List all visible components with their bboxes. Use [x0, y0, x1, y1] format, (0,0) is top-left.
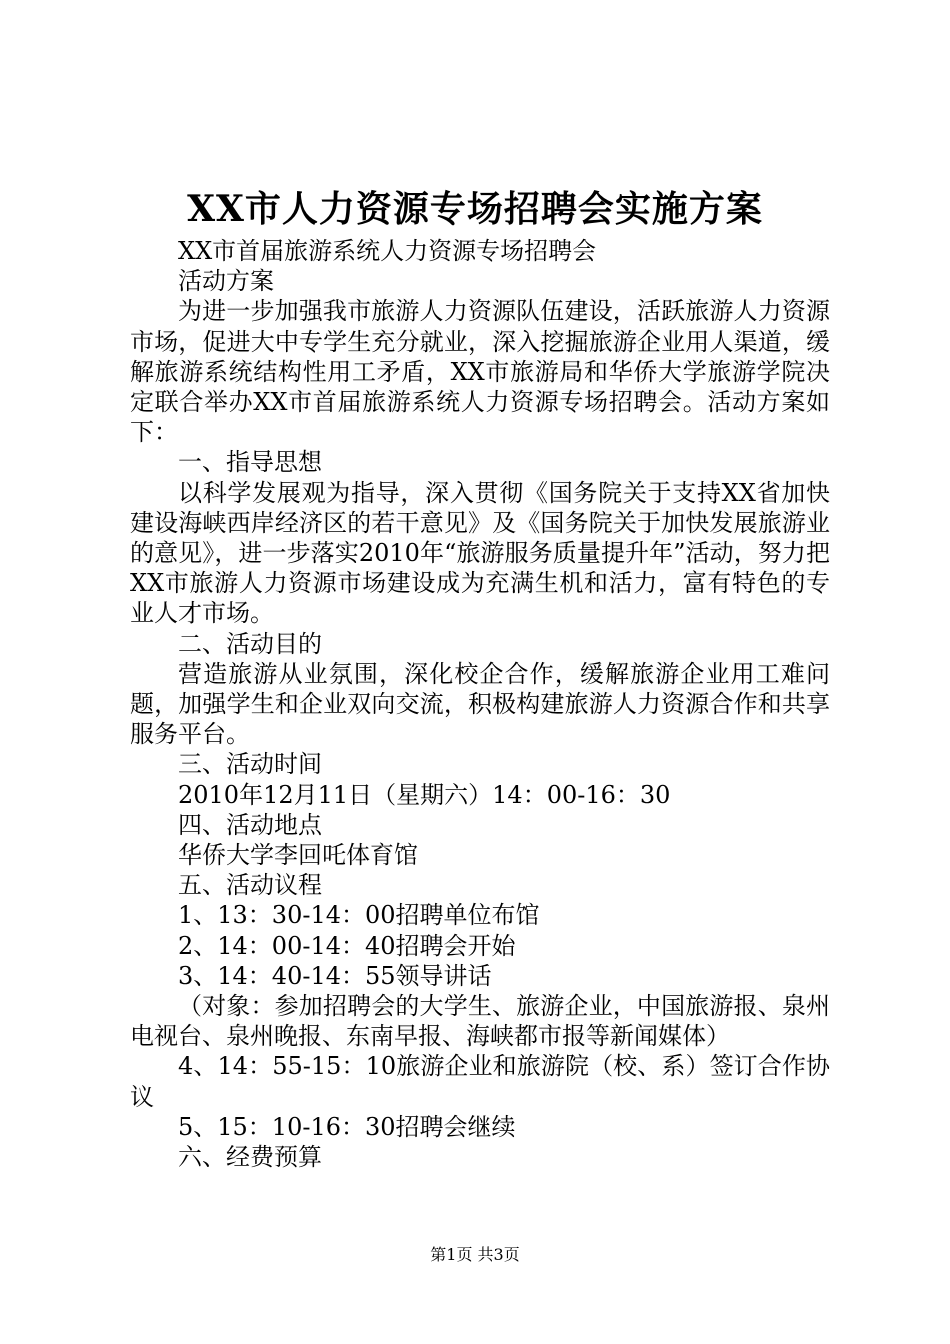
document-title: XX市人力资源专场招聘会实施方案	[187, 188, 763, 230]
section-heading-activity-agenda: 五、活动议程	[178, 871, 322, 900]
section-heading-budget: 六、经费预算	[178, 1143, 322, 1172]
paragraph-intro: 为进一步加强我市旅游人力资源队伍建设，活跃旅游人力资源市场，促进大中专学生充分就业，深入挖掘旅游企业用人渠道，缓解旅游系统结构性用工矛盾，XX市旅游局和华侨大学旅游学院决定联合举办XX市首届旅游系统人力资源专场招聘会。活动方案如下：	[130, 297, 830, 447]
section-heading-activity-time: 三、活动时间	[178, 750, 322, 779]
page-footer: 第1页 共3页	[430, 1245, 520, 1264]
agenda-item: 2、14：00-14：40招聘会开始	[178, 931, 516, 960]
agenda-item: 1、13：30-14：00招聘单位布馆	[178, 901, 540, 930]
section-heading-activity-purpose: 二、活动目的	[178, 629, 322, 658]
agenda-item: 3、14：40-14：55领导讲话	[178, 961, 492, 990]
section-heading-guiding-ideology: 一、指导思想	[178, 448, 322, 477]
agenda-item: 4、14：55-15：10旅游企业和旅游院（校、系）签订合作协议	[130, 1052, 830, 1111]
paragraph-activity-time: 2010年12月11日（星期六）14：00-16：30	[178, 780, 671, 809]
paragraph-activity-purpose: 营造旅游从业氛围，深化校企合作，缓解旅游企业用工难问题，加强学生和企业双向交流，积极构建旅游人力资源合作和共享服务平台。	[130, 659, 830, 749]
section-heading-activity-location: 四、活动地点	[178, 810, 322, 839]
agenda-item: 5、15：10-16：30招聘会继续	[178, 1112, 516, 1141]
paragraph-activity-location: 华侨大学李回吒体育馆	[178, 841, 418, 870]
paragraph-guiding-ideology: 以科学发展观为指导，深入贯彻《国务院关于支持XX省加快建设海峡西岸经济区的若干意见》及《国务院关于加快发展旅游业的意见》，进一步落实2010年“旅游服务质量提升年”活动，努力把XX市旅游人力资源市场建设成为充满生机和活力，富有特色的专业人才市场。	[130, 478, 830, 628]
document-body	[130, 236, 830, 1172]
paragraph-activity-plan: 活动方案	[178, 267, 274, 296]
agenda-note: （对象：参加招聘会的大学生、旅游企业，中国旅游报、泉州电视台、泉州晚报、东南早报、海峡都市报等新闻媒体）	[130, 992, 830, 1051]
paragraph-subtitle: XX市首届旅游系统人力资源专场招聘会	[178, 237, 597, 265]
